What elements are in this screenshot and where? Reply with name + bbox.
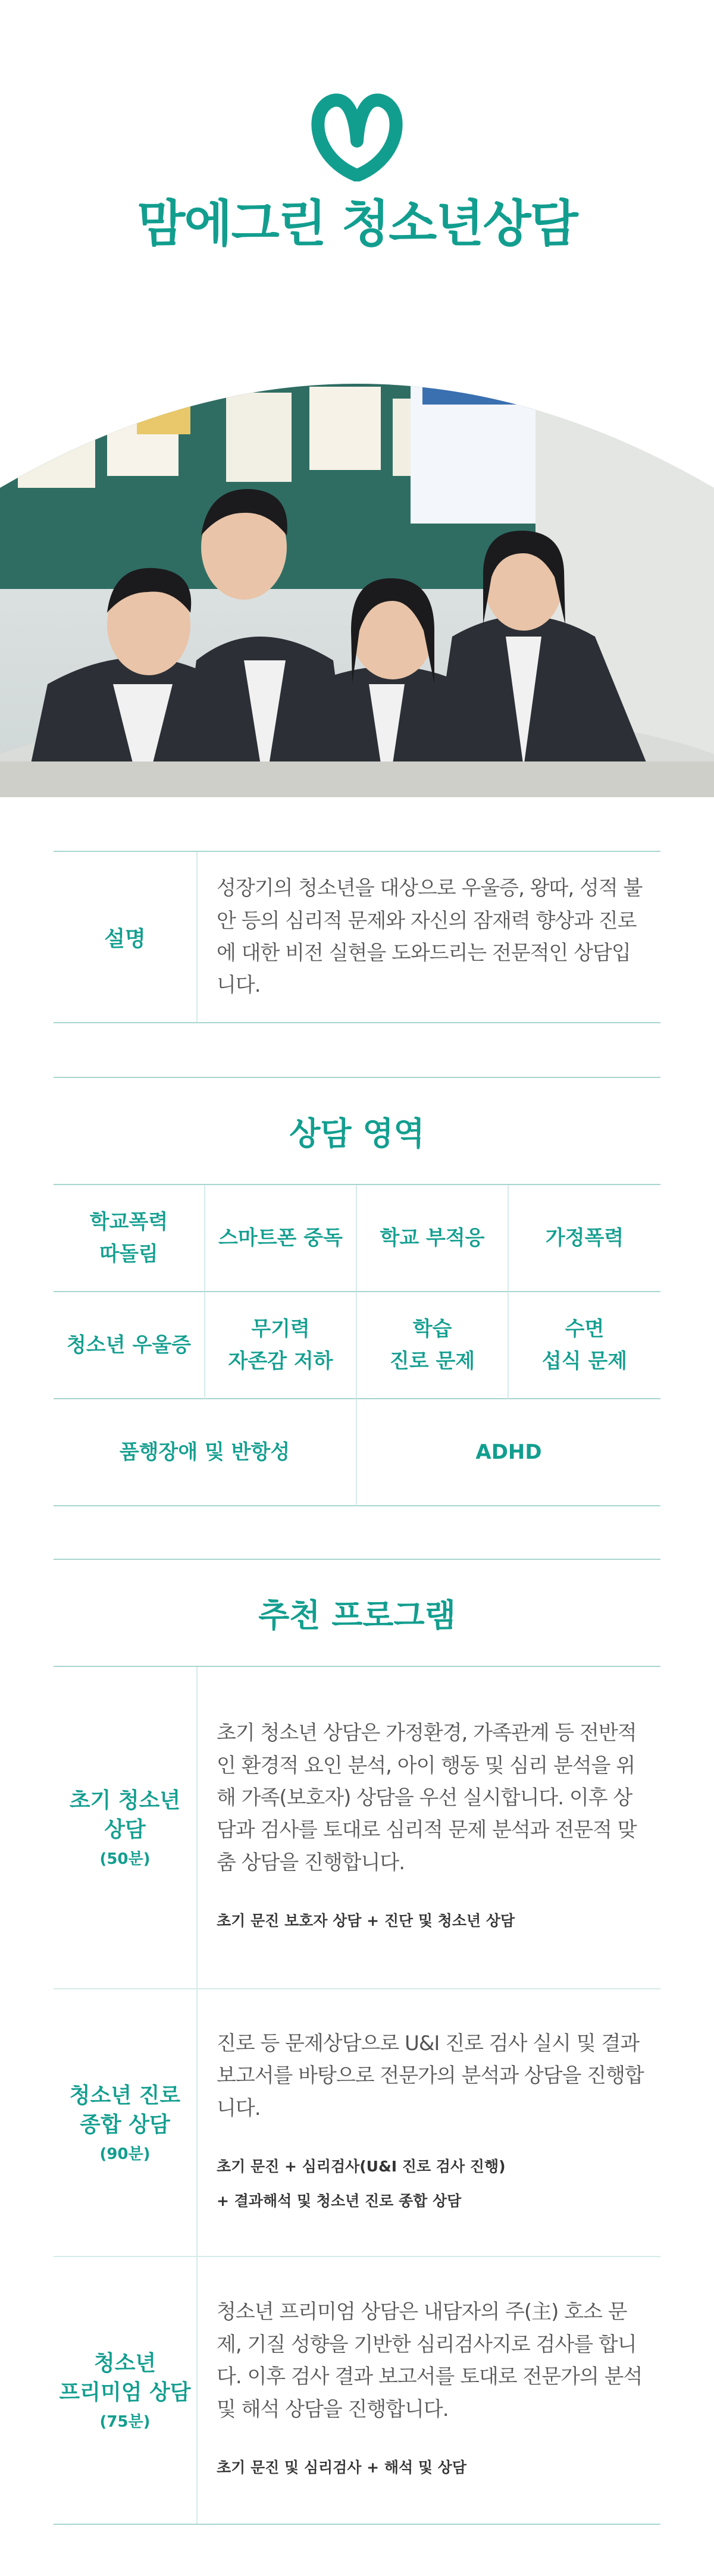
program-body — [198, 2257, 660, 2524]
area-low-self-esteem: 무기력 자존감 저하 — [205, 1292, 357, 1399]
description-section — [54, 851, 660, 1023]
counseling-areas-section — [54, 1077, 660, 1505]
recommended-programs-section — [54, 1559, 660, 2522]
program-row-initial — [54, 1667, 660, 1989]
area-study-career: 학습 진로 문제 — [357, 1292, 509, 1399]
programs-heading: 추천 프로그램 — [54, 1560, 660, 1667]
description-label: 설명 — [54, 852, 198, 1022]
program-label — [54, 1667, 198, 1988]
area-school-maladjustment: 학교 부적응 — [357, 1185, 509, 1292]
program-label — [54, 1989, 198, 2256]
area-domestic-violence: 가정폭력 — [509, 1185, 660, 1292]
program-label — [54, 2257, 198, 2524]
area-smartphone-addiction: 스마트폰 중독 — [205, 1185, 357, 1292]
program-description: 청소년 프리미엄 상담은 내담자의 주(主) 호소 문제, 기질 성향을 기반한 심리검사지로 검사를 합니다. 이후 검사 결과 보고서를 토대로 전문가의 분석 및 해석 상담을 진행합니다. — [217, 2300, 643, 2421]
area-conduct-disorder: 품행장애 및 반항성 — [54, 1399, 357, 1506]
program-body — [198, 1989, 660, 2256]
program-duration: (50분) — [99, 1850, 151, 1869]
program-duration: (75분) — [99, 2413, 151, 2431]
program-description: 진로 등 문제상담으로 U&I 진로 검사 실시 및 결과 보고서를 바탕으로 전문가의 분석과 상담을 진행합니다. — [217, 2031, 644, 2120]
program-row-premium — [54, 2257, 660, 2525]
hero-students-photo — [0, 351, 714, 797]
program-steps: 초기 문진 보호자 상담 + 진단 및 청소년 상담 — [217, 1912, 515, 1930]
program-name: 청소년 프리미엄 상담 — [59, 2351, 191, 2405]
program-name: 청소년 진로 종합 상담 — [69, 2083, 181, 2137]
program-body — [198, 1667, 660, 1988]
program-row-career — [54, 1989, 660, 2257]
area-school-violence: 학교폭력 따돌림 — [54, 1185, 205, 1292]
program-description: 초기 청소년 상담은 가정환경, 가족관계 등 전반적인 환경적 요인 분석, 아이 행동 및 심리 분석을 위해 가족(보호자) 상담을 우선 실시합니다. 이후 상담과 검사를 토대로 심리적 문제 분석과 전문적 맞춤 상담을 진행합니다. — [217, 1721, 637, 1875]
program-duration: (90분) — [99, 2145, 151, 2164]
program-steps: 초기 문진 + 심리검사(U&I 진로 검사 진행) + 결과해석 및 청소년 진로 종합 상담 — [217, 2158, 506, 2210]
areas-heading: 상담 영역 — [54, 1078, 660, 1185]
brand-title: 맘에그린 청소년상담 — [137, 195, 577, 253]
program-steps: 초기 문진 및 심리검사 + 해석 및 상담 — [217, 2459, 466, 2477]
heart-leaf-logo-icon — [303, 92, 411, 181]
area-teen-depression: 청소년 우울증 — [54, 1292, 205, 1399]
program-name: 초기 청소년 상담 — [69, 1788, 181, 1842]
description-text: 성장기의 청소년을 대상으로 우울증, 왕따, 성적 불안 등의 심리적 문제와 자신의 잠재력 향상과 진로에 대한 비전 실현을 도와드리는 전문적인 상담입니다. — [217, 876, 643, 998]
areas-grid — [54, 1185, 660, 1506]
area-adhd: ADHD — [357, 1399, 660, 1506]
area-sleep-eating: 수면 섭식 문제 — [509, 1292, 660, 1399]
